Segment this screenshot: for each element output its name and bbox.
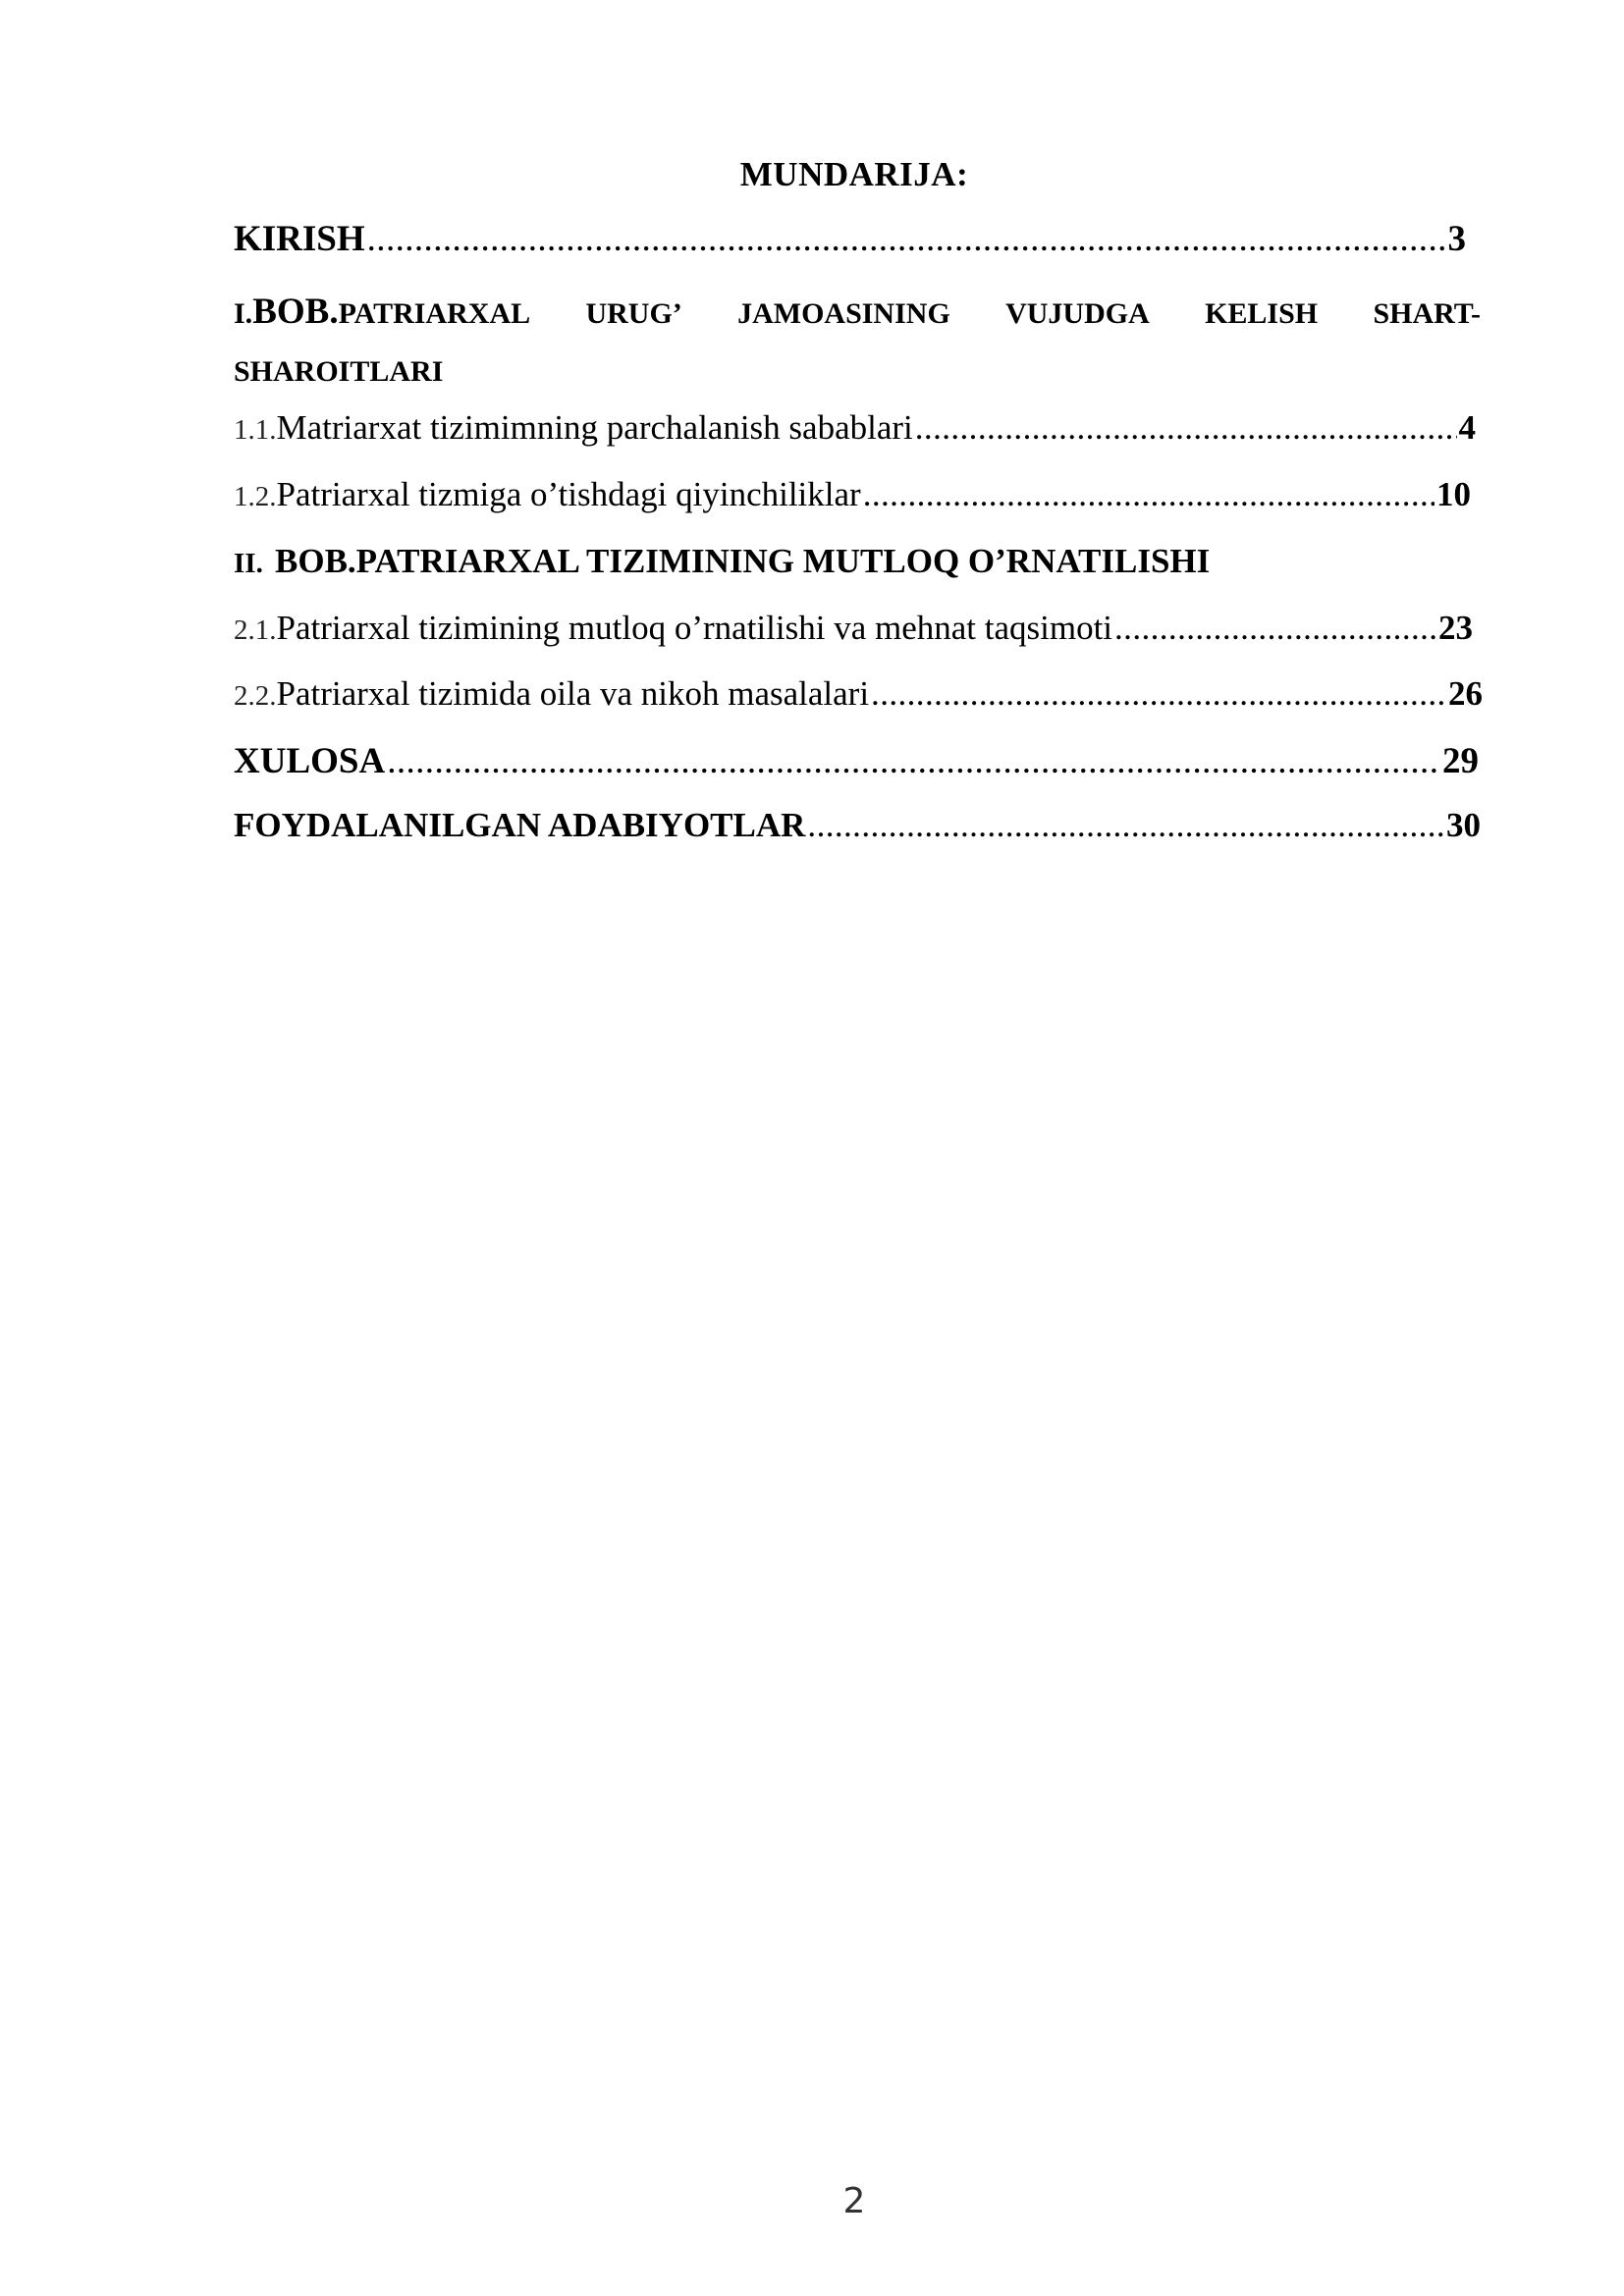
toc-page-number: 23 — [1438, 609, 1473, 647]
toc-entry-label: XULOSA — [234, 741, 386, 781]
toc-chapter-2-heading[interactable] — [234, 542, 1210, 581]
section-number: 1.1. — [234, 414, 277, 446]
chapter-title: BOB.PATRIARXAL TIZIMINING MUTLOQ O’RNATILISHI — [275, 542, 1211, 580]
toc-entry-2-1[interactable] — [234, 609, 1473, 656]
chapter-word: JAMOASINING — [737, 297, 950, 330]
chapter-word: URUG’ — [585, 297, 682, 330]
toc-title: MUNDARIJA: — [739, 155, 969, 193]
toc-entry-label: Matriarxat tizimimning parchalanish sabablari — [276, 408, 913, 447]
page-number: 2 — [842, 2181, 866, 2221]
toc-page-number: 26 — [1448, 674, 1483, 713]
toc-entry-label: Patriarxal tizimining mutloq o’rnatilishi va mehnat taqsimoti — [276, 609, 1113, 647]
toc-page-number: 30 — [1446, 806, 1481, 844]
toc-entry-label: Patriarxal tizmiga o’tishdagi qiyinchiliklar — [276, 475, 861, 513]
toc-entry-foydalanilgan-adabiyotlar[interactable] — [234, 806, 1481, 853]
section-number: 2.1. — [234, 614, 277, 646]
chapter-word: KELISH — [1205, 297, 1319, 330]
toc-entry-xulosa[interactable] — [234, 740, 1479, 787]
toc-entry-2-2[interactable] — [234, 674, 1483, 721]
section-number: 2.2. — [234, 680, 277, 712]
toc-entry-label: KIRISH — [234, 219, 365, 259]
toc-chapter-1-heading[interactable] — [234, 291, 1481, 402]
toc-page-number: 29 — [1442, 741, 1479, 781]
dot-leader — [871, 674, 1446, 714]
chapter-numeral: I. — [234, 297, 253, 330]
dot-leader — [1114, 609, 1436, 648]
chapter-numeral: II. — [234, 548, 263, 579]
chapter-word: PATRIARXAL — [338, 297, 531, 330]
dot-leader — [863, 475, 1435, 514]
chapter-heading-line: SHAROITLARI — [234, 355, 444, 388]
chapter-number — [234, 291, 530, 333]
toc-page-number: 4 — [1458, 408, 1476, 447]
toc-entry-1-2[interactable] — [234, 475, 1471, 522]
toc-page-number: 10 — [1436, 475, 1471, 513]
section-number: 1.2. — [234, 481, 277, 512]
toc-entry-label: FOYDALANILGAN ADABIYOTLAR — [234, 806, 806, 844]
toc-entry-label: Patriarxal tizimida oila va nikoh masalalari — [276, 674, 870, 713]
toc-entry-kirish[interactable] — [234, 218, 1466, 265]
dot-leader — [367, 218, 1446, 260]
chapter-word: VUJUDGA — [1005, 297, 1150, 330]
chapter-bob: BOB. — [252, 292, 339, 332]
dot-leader — [387, 740, 1440, 782]
dot-leader — [807, 806, 1444, 845]
chapter-word: SHART- — [1373, 297, 1481, 330]
toc-entry-1-1[interactable] — [234, 408, 1476, 455]
chapter-heading-line — [234, 291, 1481, 349]
dot-leader — [915, 408, 1457, 448]
toc-page-number: 3 — [1447, 219, 1466, 259]
